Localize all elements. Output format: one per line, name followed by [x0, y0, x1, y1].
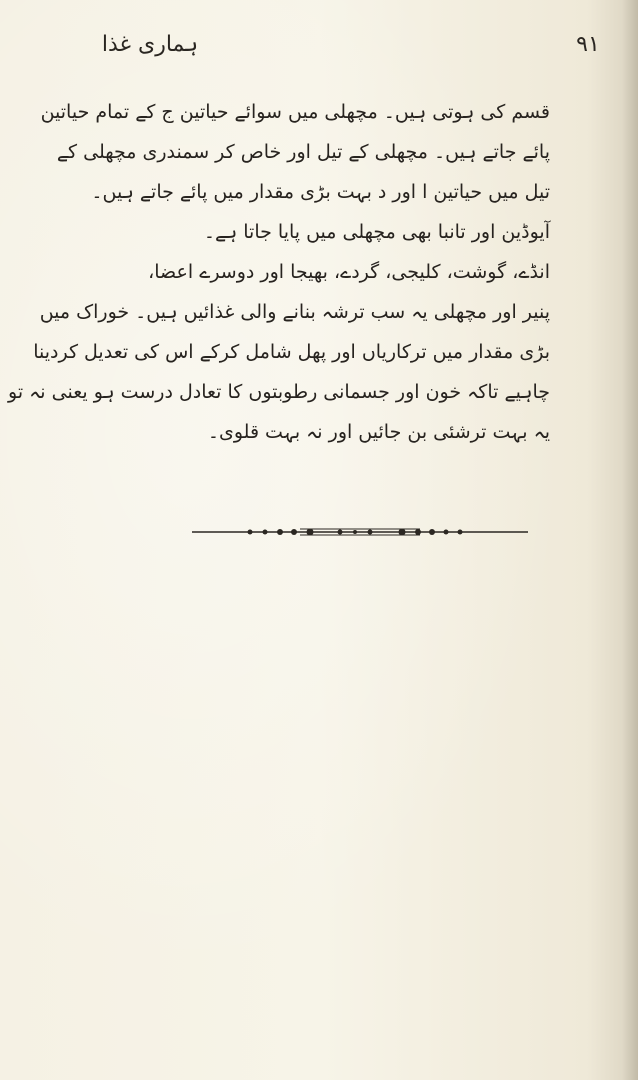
- text-line-3: تیل میں حیاتین ا اور د بہت بڑی مقدار میں پائے جاتے ہیں۔: [91, 181, 550, 203]
- running-head-title: ہماری غذا: [101, 32, 199, 57]
- text-line-7: بڑی مقدار میں ترکاریاں اور پھل شامل کرکے اس کی تعدیل کردینا: [33, 341, 550, 363]
- ornamental-divider: [190, 520, 530, 544]
- text-line-5: انڈے، گوشت، کلیجی، گردے، بھیجا اور دوسرے اعضا،: [148, 261, 550, 283]
- body-paragraphs: [8, 92, 550, 452]
- text-line-2: پائے جاتے ہیں۔ مچھلی کے تیل اور خاص کر سمندری مچھلی کے: [56, 141, 550, 163]
- page-header: [0, 30, 638, 70]
- text-line-9: یہ بہت ترشئی بن جائیں اور نہ بہت قلوی۔: [207, 421, 550, 443]
- text-line-6: پنیر اور مچھلی یہ سب ترشہ بنانے والی غذائیں ہیں۔ خوراک میں: [39, 301, 550, 323]
- text-line-1: قسم کی ہوتی ہیں۔ مچھلی میں سوائے حیاتین ج کے تمام حیاتین: [40, 101, 550, 123]
- page-edge-shadow: [622, 0, 638, 1080]
- page-number: ٩١: [576, 32, 600, 57]
- divider-ornament-icon: [190, 520, 530, 544]
- text-line-8: چاہیے تاکہ خون اور جسمانی رطوبتوں کا تعادل درست ہو یعنی نہ تو: [8, 381, 550, 403]
- text-line-4: آیوڈین اور تانبا بھی مچھلی میں پایا جاتا ہے۔: [203, 221, 550, 243]
